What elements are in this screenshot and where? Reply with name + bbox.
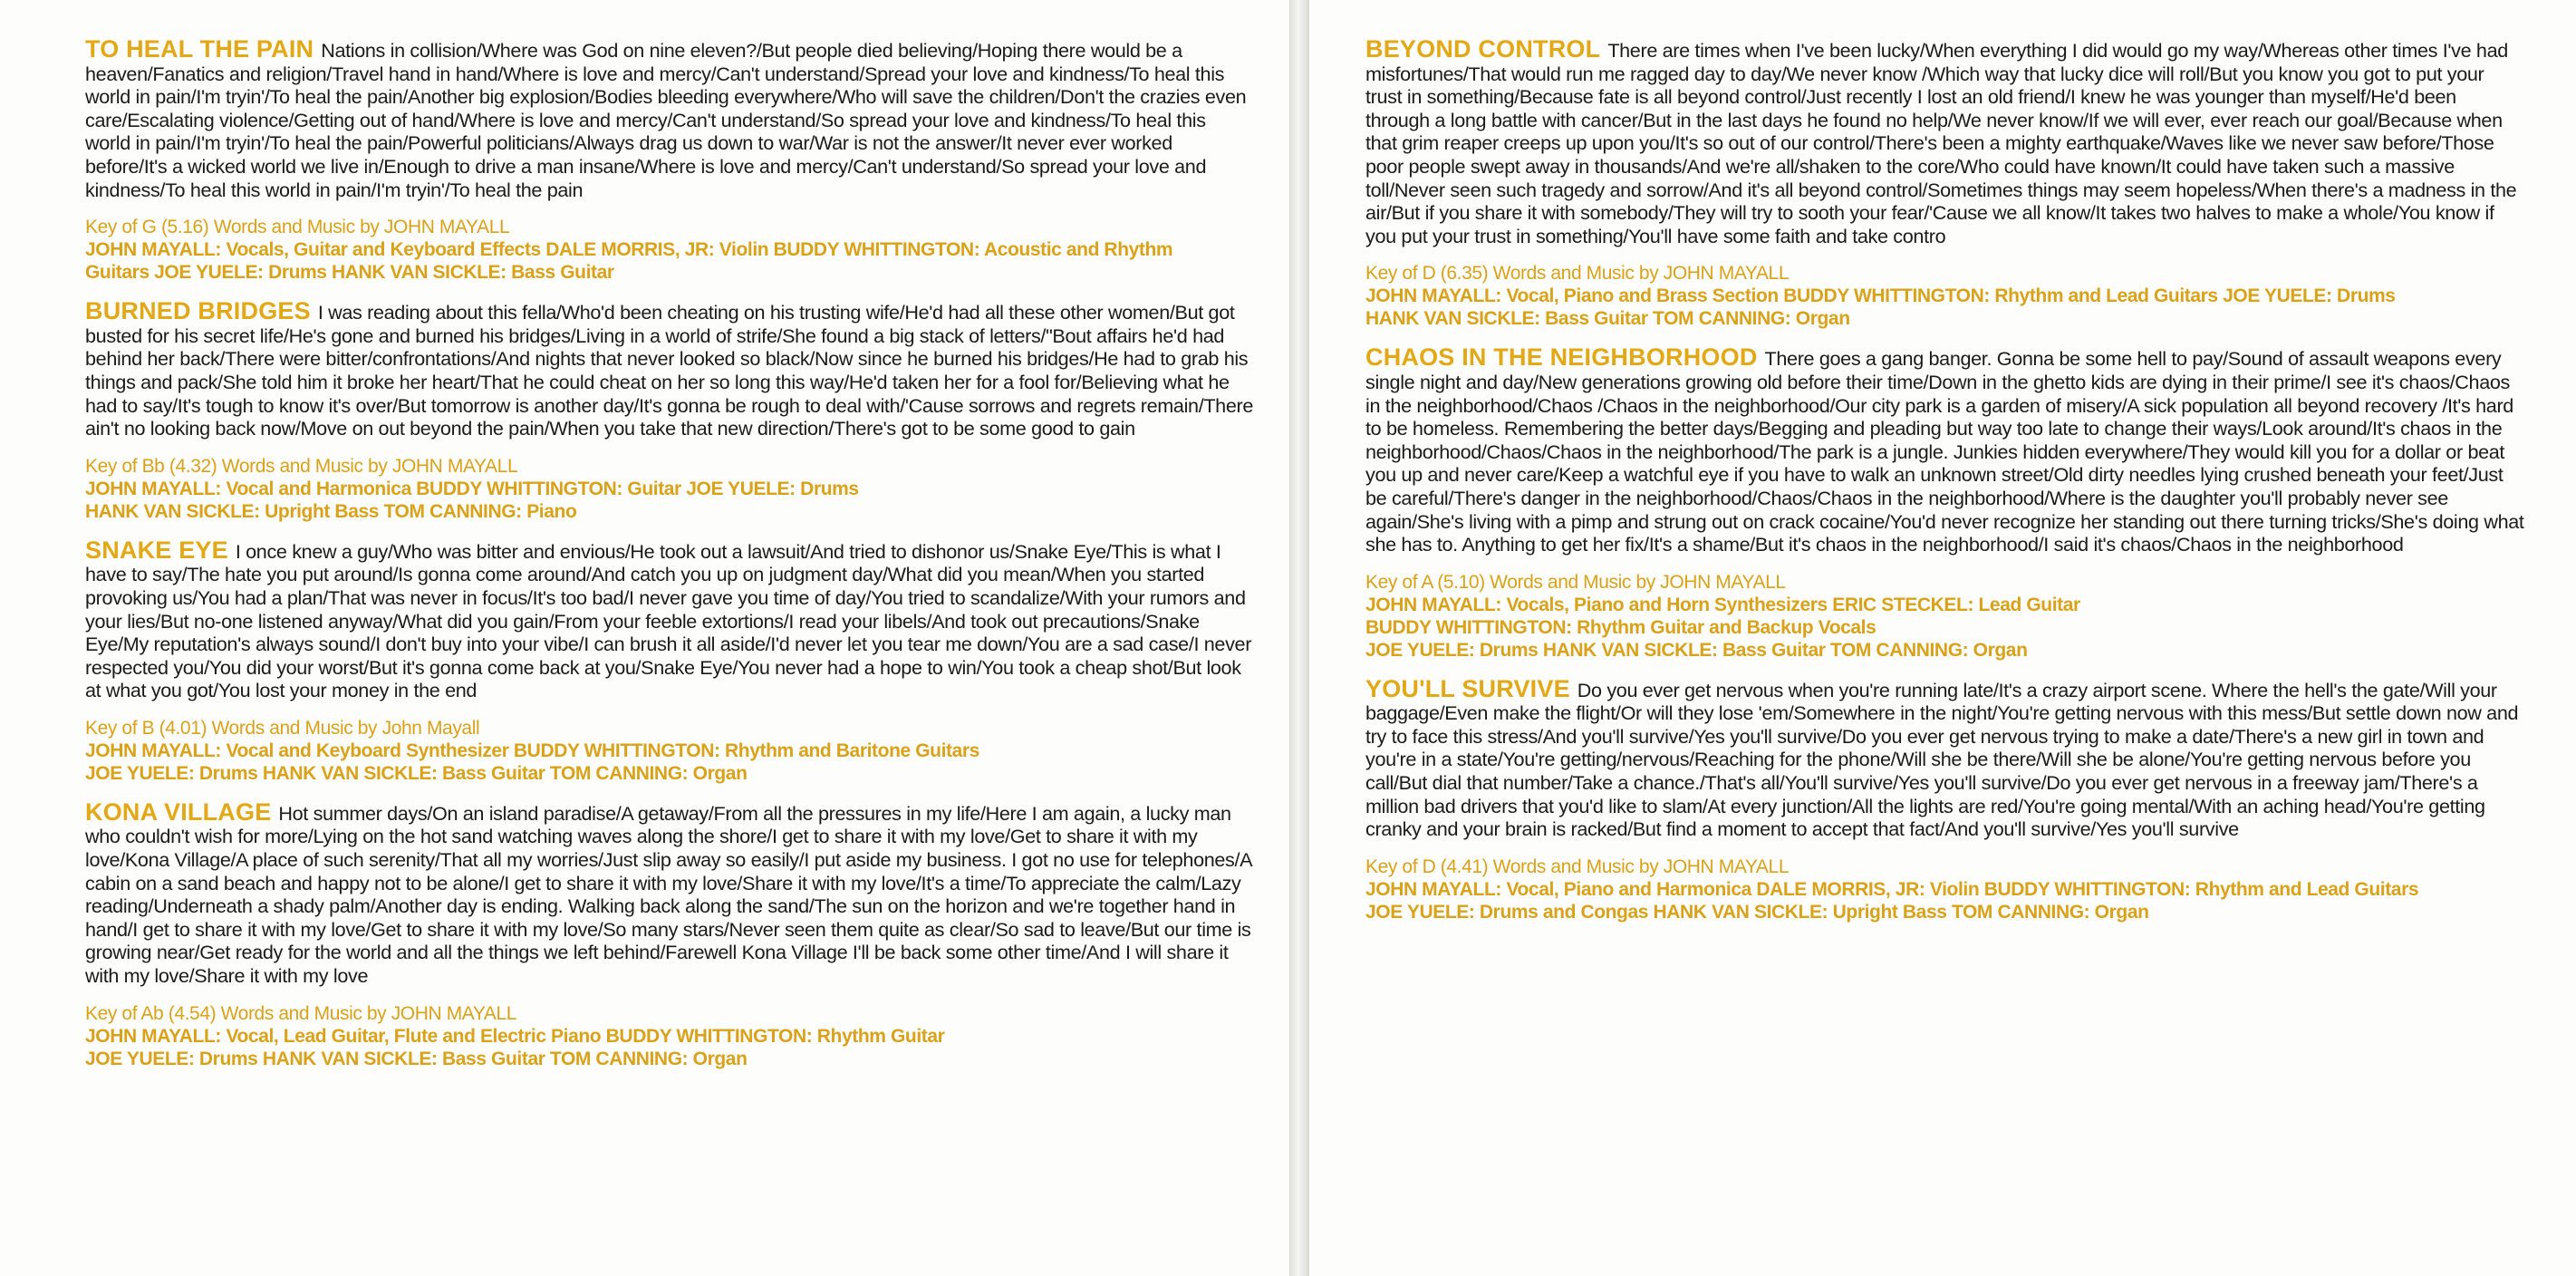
song-to-heal-the-pain (85, 35, 1254, 284)
song-lyrics: I once knew a guy/Who was bitter and envious/He took out a lawsuit/And tried to dishonor us/Snake Eye/This is what I have to say/The hate you put around/Is gonna come around/And catch you up on judgment day/What did you mean/When you started provoking us/You had a plan/That was never in focus/It's too bad/I never gave you time of day/You tried to scandalize/With your rumors and your lies/But no-one listened anyway/What did you gain/From your feeble extortions/I read your libels/And took out precautions/Snake Eye/My reputation's always sound/I don't buy into your vibe/I can brush it all aside/I'd never let you tear me down/You are a sad case/I never respected you/You did your worst/But it's gonna come back at you/Snake Eye/You never had a hope to win/You took a cheap shot/But look at what you got/You lost your money in the end (85, 539, 1252, 702)
song-title: KONA VILLAGE (85, 798, 272, 826)
song-lyrics: Do you ever get nervous when you're running late/It's a crazy airport scene. Where the hell's the gate/Will your baggage/Even make the flight/Or will they lose 'em/Somewhere in the night/You're getting nervous with this mess/But settle down now and try to face this stress/And you'll survive/Yes you'll survive/Do you ever get nervous trying to make a date/There's a new girl in town and you're in a state/You're getting/nervous/Reaching for the phone/Will she be there/Will she be alone/You're getting nervous before you call/But dial that number/Take a chance./That's all/You'll survive/Yes you'll survive/Do you ever get nervous in a freeway jam/There's a million bad drivers that you'd like to slam/At every junction/All the lights are red/You're going mental/With an aching head/You're getting cranky and your brain is racked/But find a moment to accept that fact/And you'll survive/Yes you'll survive (1365, 678, 2519, 841)
song-text (85, 536, 1254, 702)
song-title: SNAKE EYE (85, 536, 228, 564)
song-credits (85, 1002, 1254, 1070)
musician-credit: HANK VAN SICKLE: Bass Guitar TOM CANNING: Organ (1365, 308, 1850, 330)
booklet-spine (1290, 0, 1308, 1276)
song-lyrics: I was reading about this fella/Who'd been cheating on his trusting wife/He'd had all these other women/But got busted for his secret life/He's gone and burned his bridges/Living in a world of strife/She found a big stack of letters/"Bout affairs he'd had behind her back/There were bitter/confrontations/And nights that never looked so black/Now since he burned his bridges/He had to grab his things and pack/She told him it broke her heart/That he could cheat on her so long this way/He'd taken her for a fool for/Believing what he had to say/It's tough to know it's over/But tomorrow is another day/It's gonna be rough to deal with/'Cause sorrows and regrets remain/There ain't no looking back now/Move on out beyond the pain/When you take that new direction/There's got to be some good to gain (85, 301, 1254, 440)
song-credits (85, 216, 1254, 284)
song-text (1365, 343, 2525, 556)
musician-credit: JOHN MAYALL: Vocal and Harmonica BUDDY WHITTINGTON: Guitar JOE YUELE: Drums (85, 478, 859, 499)
left-page-column (85, 35, 1254, 1087)
musician-credit: JOHN MAYALL: Vocals, Guitar and Keyboard Effects DALE MORRIS, JR: Violin BUDDY WHITTINGTON: Acoustic and Rhythm (85, 239, 1173, 261)
song-key-credit: Key of Ab (4.54) Words and Music by JOHN MAYALL (85, 1002, 517, 1024)
song-text (85, 798, 1254, 988)
song-credits (85, 455, 1254, 523)
song-text (85, 297, 1254, 440)
song-snake-eye (85, 536, 1254, 785)
right-page (1308, 0, 2576, 1276)
song-kona-village (85, 798, 1254, 1070)
song-key-credit: Key of G (5.16) Words and Music by JOHN MAYALL (85, 217, 510, 238)
right-page-column (1365, 35, 2525, 940)
musician-credit: JOE YUELE: Drums HANK VAN SICKLE: Bass Guitar TOM CANNING: Organ (1365, 639, 2028, 661)
song-youll-survive (1365, 674, 2525, 923)
song-credits (1365, 571, 2525, 662)
song-lyrics: Hot summer days/On an island paradise/A getaway/From all the pressures in my life/Here I am again, a lucky man who couldn't wish for more/Lying on the hot sand watching waves along the shore/I get to share it with my love/Get to share it with my love/Kona Village/A place of such serenity/That all my worries/Just slip away so easily/I put aside my business. I got no use for telephones/A cabin on a sand beach and happy not to be alone/I get to share it with my love/Share it with my love/It's a time/To appreciate the calm/Lazy reading/Underneath a shady palm/Another day is ending. Walking back along the sand/The sun on the horizon and we're together hand in hand/I get to share it with my love/Get to share it with my love/So many stars/Never seen them quite as clear/So sad to leave/But our time is growing near/Get ready for the world and all the things we left behind/Farewell Kona Village I'll be back some other time/And I will share it with my love/Share it with my love (85, 801, 1252, 988)
musician-credit: JOE YUELE: Drums and Congas HANK VAN SICKLE: Upright Bass TOM CANNING: Organ (1365, 901, 2149, 923)
song-chaos-in-the-neighborhood (1365, 343, 2525, 661)
song-beyond-control (1365, 35, 2525, 330)
musician-credit: BUDDY WHITTINGTON: Rhythm Guitar and Backup Vocals (1365, 616, 1877, 638)
song-credits (1365, 856, 2525, 923)
song-burned-bridges (85, 297, 1254, 523)
musician-credit: JOHN MAYALL: Vocal, Lead Guitar, Flute and Electric Piano BUDDY WHITTINGTON: Rhythm Guitar (85, 1025, 945, 1047)
song-text (85, 35, 1254, 201)
song-title: YOU'LL SURVIVE (1365, 674, 1570, 702)
song-credits (85, 717, 1254, 785)
musician-credit: JOE YUELE: Drums HANK VAN SICKLE: Bass Guitar TOM CANNING: Organ (85, 1048, 748, 1069)
song-key-credit: Key of A (5.10) Words and Music by JOHN MAYALL (1365, 571, 1786, 593)
musician-credit: JOHN MAYALL: Vocal, Piano and Brass Section BUDDY WHITTINGTON: Rhythm and Lead Guitars JOE YUELE: Drums (1365, 285, 2396, 307)
song-text (1365, 674, 2525, 841)
song-title: BEYOND CONTROL (1365, 35, 1601, 63)
song-lyrics: There goes a gang banger. Gonna be some hell to pay/Sound of assault weapons every single night and day/New generations growing old before their time/Down in the ghetto kids are dying in their prime/I see it's chaos/Chaos in the neighborhood/Chaos /Chaos in the neighborhood/Our city park is a garden of misery/A sick population all beyond recovery /It's hard to be homeless. Remembering the better days/Begging and pleading but way too late to change their ways/Look around/It's chaos in the neighborhood/Chaos/Chaos in the neighborhood/The park is a jungle. Junkies hidden everywhere/They would kill you for a dollar or beat you up and never care/Keep a watchful eye if you have to walk an unknown street/Old dirty needles lying crushed beneath your feet/Just be careful/There's danger in the neighborhood/Chaos/Chaos in the neighborhood/Where is the daughter you'll probably never see again/She's living with a pimp and strung out on crack cocaine/You'd never recognize her standing out there turning tricks/She's doing what she has to. Anything to get her fix/It's a shame/But it's chaos in the neighborhood/I said it's chaos/Chaos in the neighborhood (1365, 347, 2524, 556)
song-credits (1365, 262, 2525, 330)
song-title: TO HEAL THE PAIN (85, 35, 314, 63)
musician-credit: HANK VAN SICKLE: Upright Bass TOM CANNING: Piano (85, 500, 577, 522)
song-title: BURNED BRIDGES (85, 297, 311, 325)
musician-credit: JOE YUELE: Drums HANK VAN SICKLE: Bass Guitar TOM CANNING: Organ (85, 762, 748, 784)
musician-credit: JOHN MAYALL: Vocal and Keyboard Synthesizer BUDDY WHITTINGTON: Rhythm and Baritone Guitars (85, 740, 979, 761)
song-key-credit: Key of Bb (4.32) Words and Music by JOHN MAYALL (85, 455, 518, 477)
song-lyrics: There are times when I've been lucky/When everything I did would go my way/Whereas other times I've had misfortunes/That would run me ragged day to day/We never know /Which way that lucky dice will roll/But you know you got to put your trust in something/Because fate is all beyond control/Just recently I lost an old friend/I knew he was younger than myself/He'd been through a long battle with cancer/But in the last days he found no help/We never know/If we will ever, ever reach our goal/Because when that grim reaper creeps up upon you/It's so out of our control/There's been a mighty earthquake/Waves like we never saw before/Those poor people swept away in thousands/And we're all/shaken to the core/Who could have known/It could have taken such a massive toll/Never seen such tragedy and sorrow/And it's all beyond control/Sometimes things may seem hopeless/When there's a madness in the air/But if you share it with somebody/They will try to sooth your fear/'Cause we all know/It takes two halves to make a whole/You know if you put your trust in something/You'll have some faith and take contro (1365, 39, 2517, 247)
musician-credit: JOHN MAYALL: Vocals, Piano and Horn Synthesizers ERIC STECKEL: Lead Guitar (1365, 594, 2080, 615)
song-key-credit: Key of D (4.41) Words and Music by JOHN MAYALL (1365, 856, 1790, 877)
musician-credit: JOHN MAYALL: Vocal, Piano and Harmonica DALE MORRIS, JR: Violin BUDDY WHITTINGTON: Rhythm and Lead Guitars (1365, 878, 2419, 900)
song-lyrics: Nations in collision/Where was God on nine eleven?/But people died believing/Hoping there would be a heaven/Fanatics and religion/Travel hand in hand/Where is love and mercy/Can't understand/Spread your love and kindness/To heal this world in pain/I'm tryin'/To heal the pain/Another big explosion/Bodies bleeding everywhere/Who will save the children/Don't the crazies even care/Escalating violence/Getting out of hand/Where is love and mercy/Can't understand/So spread your love and kindness/To heal this world in pain/I'm tryin'/To heal the pain/Powerful politicians/Always drag us down to war/War is not the answer/It never ever worked before/It's a wicked world we live in/Enough to drive a man insane/Where is love and mercy/Can't understand/So spread your love and kindness/To heal this world in pain/I'm tryin'/To heal the pain (85, 39, 1247, 201)
musician-credit: Guitars JOE YUELE: Drums HANK VAN SICKLE: Bass Guitar (85, 262, 614, 284)
song-key-credit: Key of D (6.35) Words and Music by JOHN MAYALL (1365, 263, 1790, 285)
song-key-credit: Key of B (4.01) Words and Music by John Mayall (85, 717, 480, 739)
song-text (1365, 35, 2525, 247)
song-title: CHAOS IN THE NEIGHBORHOOD (1365, 343, 1758, 372)
